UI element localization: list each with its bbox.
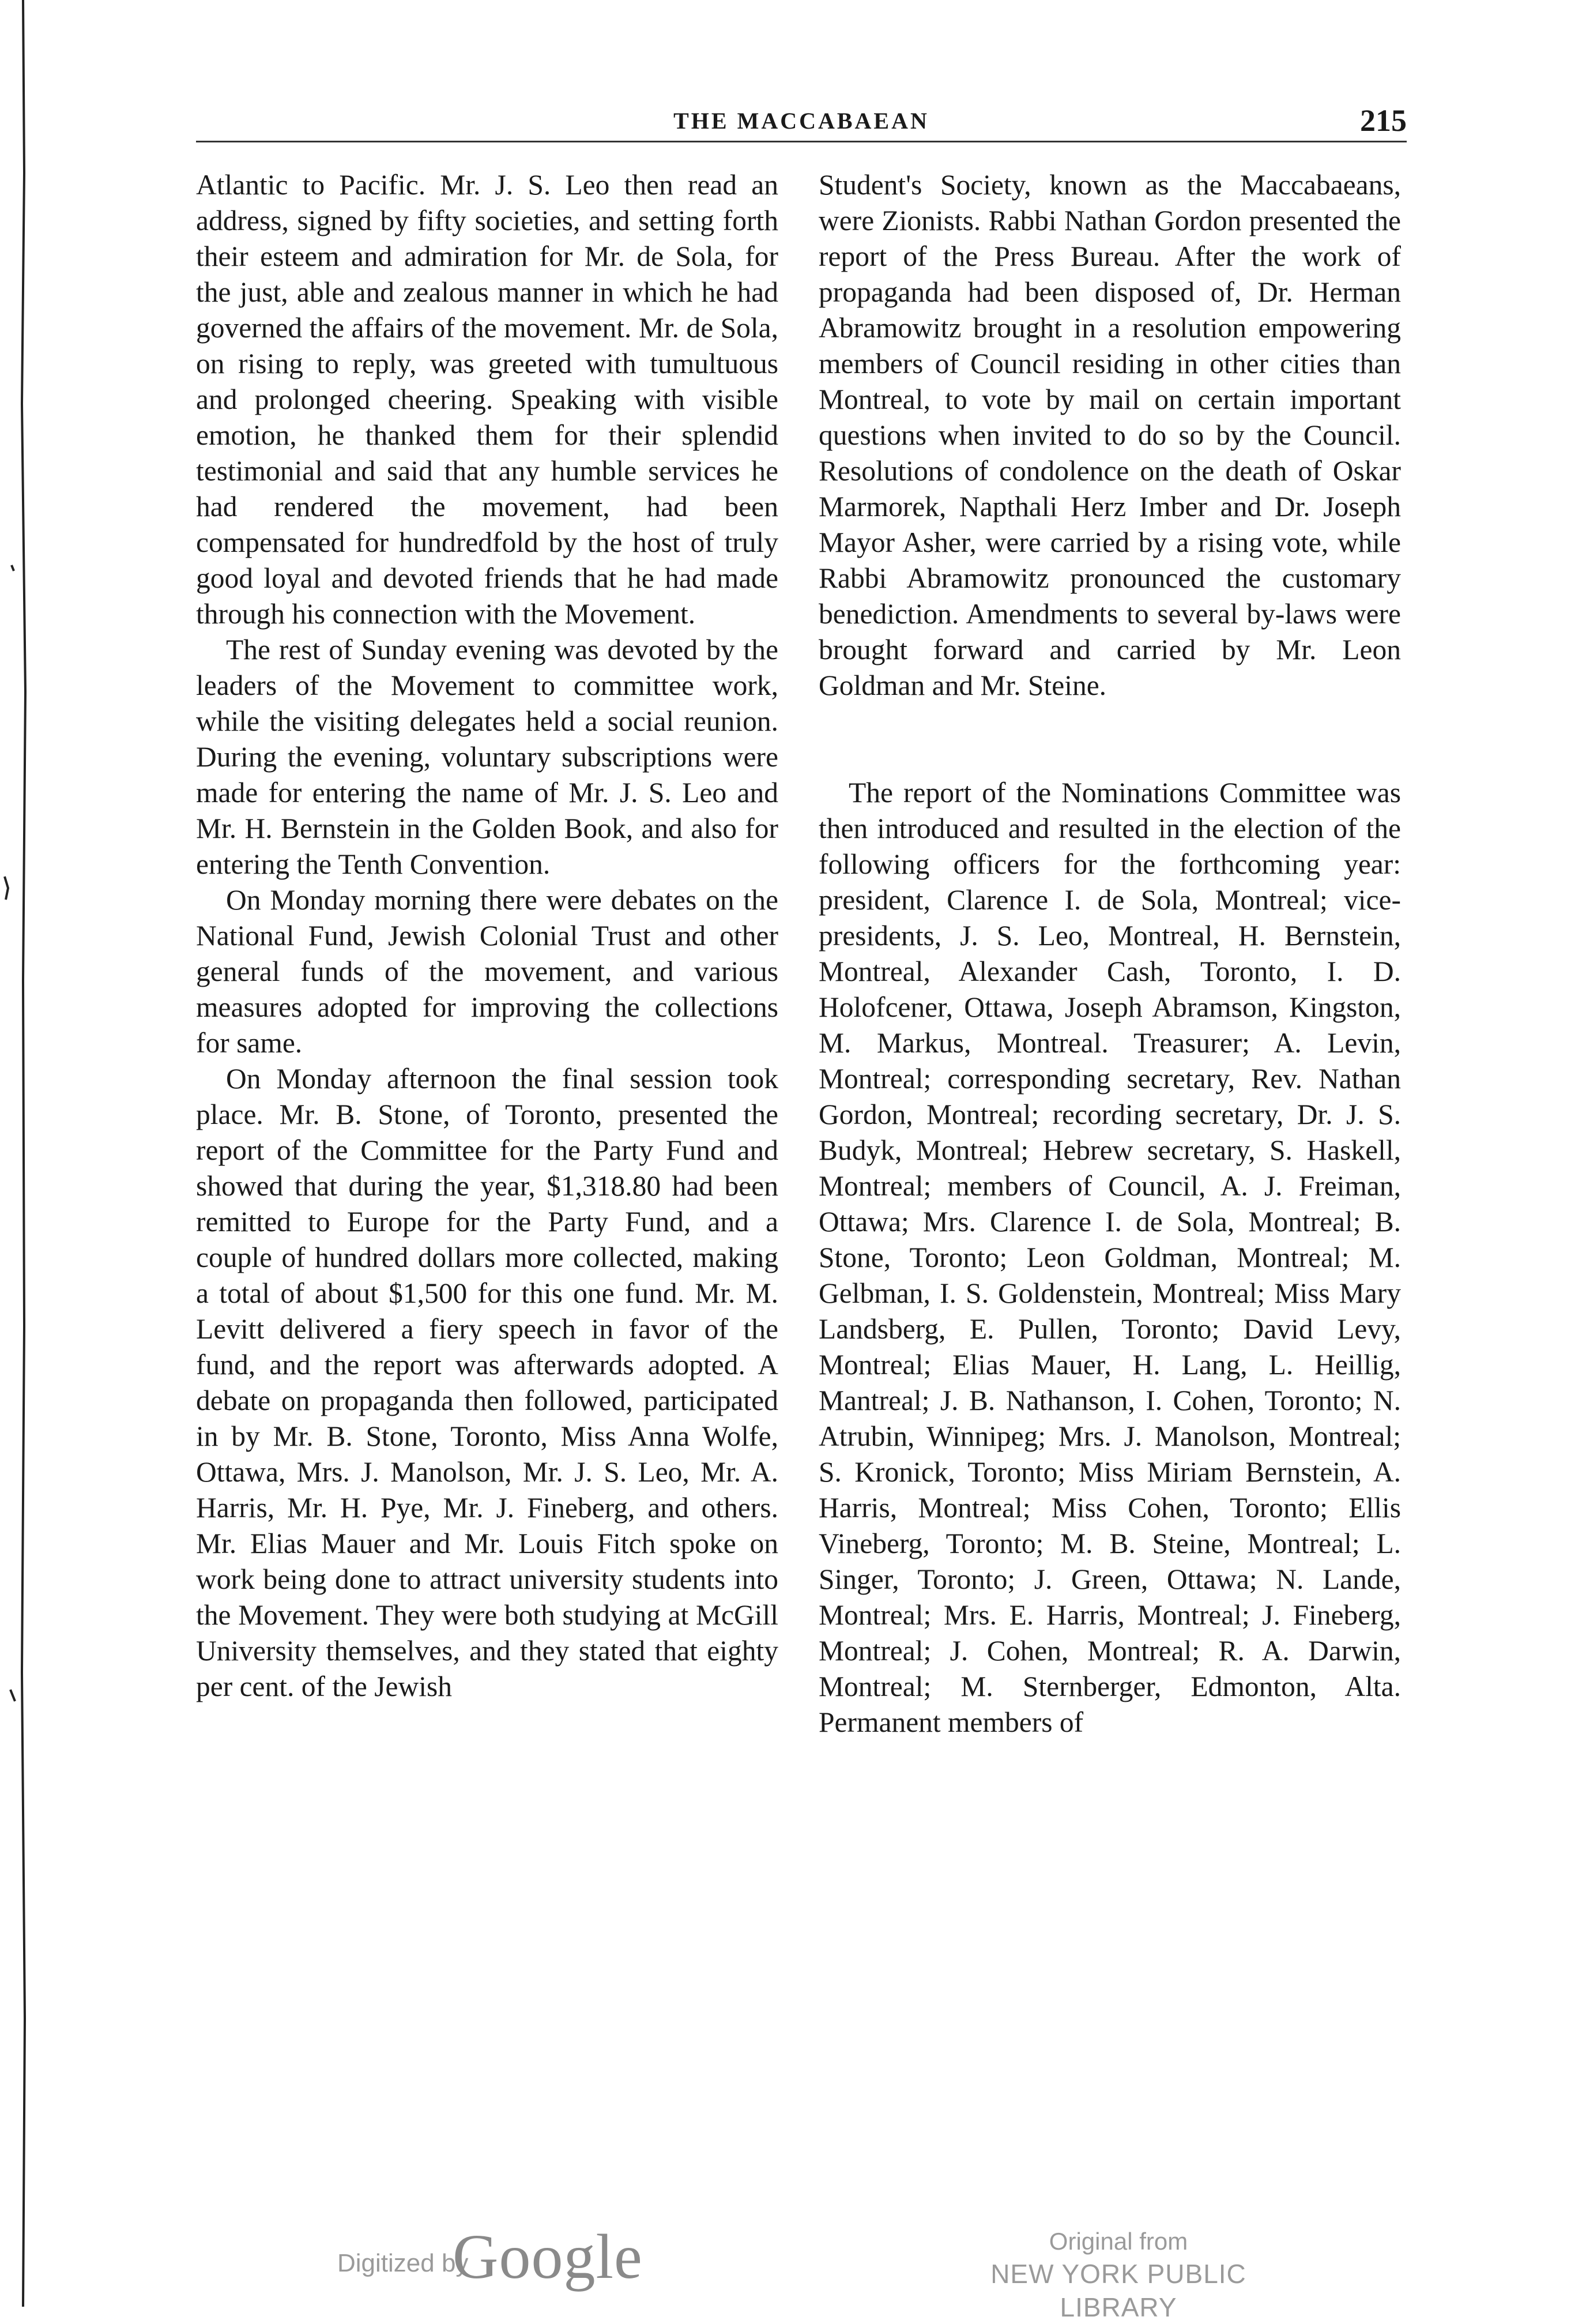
right-column xyxy=(819,167,1401,1740)
library-name: NEW YORK PUBLIC LIBRARY xyxy=(990,2259,1246,2322)
paragraph: The rest of Sunday evening was devoted by the leaders of the Movement to committee work, while the visiting delegates held a social reunion. During the evening, voluntary subscriptions were made for entering the name of Mr. J. S. Leo and Mr. H. Bernstein in the Golden Book, and also for entering the Tenth Convention. xyxy=(196,634,778,880)
left-column xyxy=(196,167,778,1705)
running-title: THE MACCABAEAN xyxy=(673,108,929,134)
digitized-by-watermark xyxy=(337,2220,741,2292)
page-number: 215 xyxy=(1360,103,1407,138)
header-rule xyxy=(196,141,1407,142)
paragraph: Atlantic to Pacific. Mr. J. S. Leo then read an address, signed by fifty societies, and setting forth their esteem and admiration for Mr. de Sola, for the just, able and zealous manner in which he had governed the affairs of the movement. Mr. de Sola, on rising to reply, was greeted with tumultuous and prolonged cheering. Speaking with visible emotion, he thanked them for their splendid testimonial and said that any humble services he had rendered the movement, had been compensated for hundredfold by the host of truly good loyal and devoted friends that he had made through his connection with the Movement. xyxy=(196,169,778,630)
original-from-label: Original from xyxy=(1049,2228,1188,2255)
google-logo: Google xyxy=(453,2221,643,2292)
paragraph: On Monday morning there were debates on the National Fund, Jewish Colonial Trust and other general funds of the movement, and various measures adopted for improving the collections for same. xyxy=(196,884,778,1059)
paragraph: The report of the Nominations Committee was then introduced and resulted in the election of the following officers for the forthcoming year: president, Clarence I. de Sola, Montreal; vice-presidents, J. S. Leo, Montreal, H. Bernstein, Montreal, Alexander Cash, Toronto, I. D. Holofcener, Ottawa, Joseph Abramson, Kingston, M. Markus, Montreal. Treasurer; A. Levin, Montreal; corresponding secretary, Rev. Nathan Gordon, Montreal; recording secretary, Dr. J. S. Budyk, Montreal; Hebrew secretary, S. Haskell, Montreal; members of Council, A. J. Freiman, Ottawa; Mrs. Clarence I. de Sola, Montreal; B. Stone, Toronto; Leon Goldman, Montreal; M. Gelbman, I. S. Goldenstein, Montreal; Miss Mary Landsberg, E. Pullen, Toronto; David Levy, Montreal; Elias Mauer, H. Lang, L. Heillig, Mantreal; J. B. Nathanson, I. Cohen, Toronto; N. Atrubin, Winnipeg; Mrs. J. Manolson, Montreal; S. Kronick, Toronto; Miss Miriam Bernstein, A. Harris, Montreal; Miss Cohen, Toronto; Ellis Vineberg, Toronto; M. B. Steine, Montreal; L. Singer, Toronto; J. Green, Ottawa; N. Lande, Montreal; Mrs. E. Harris, Montreal; J. Fineberg, Montreal; J. Cohen, Montreal; R. A. Darwin, Montreal; M. Sternberger, Edmonton, Alta. Permanent members of xyxy=(819,777,1401,1738)
library-watermark xyxy=(928,2226,1309,2324)
paragraph: Student's Society, known as the Maccabaeans, were Zionists. Rabbi Nathan Gordon presented the report of the Press Bureau. After the work of propaganda had been disposed of, Dr. Herman Abramowitz brought in a resolution empowering members of Council residing in other cities than Montreal, to vote by mail on certain important questions when invited to do so by the Council. Resolutions of condolence on the death of Oskar Marmorek, Napthali Herz Imber and Dr. Joseph Mayor Asher, were carried by a rising vote, while Rabbi Abramowitz pronounced the customary benediction. Amendments to several by-laws were brought forward and carried by Mr. Leon Goldman and Mr. Steine. xyxy=(819,169,1401,701)
page-header xyxy=(196,103,1407,143)
paragraph: On Monday afternoon the final session took place. Mr. B. Stone, of Toronto, presented the report of the Committee for the Party Fund and showed that during the year, $1,318.80 had been remitted to Europe for the Party Fund, and a couple of hundred dollars more collected, making a total of about $1,500 for this one fund. Mr. M. Levitt delivered a fiery speech in favor of the fund, and the report was afterwards adopted. A debate on propaganda then followed, participated in by Mr. B. Stone, Toronto, Miss Anna Wolfe, Ottawa, Mrs. J. Manolson, Mr. J. S. Leo, Mr. A. Harris, Mr. H. Pye, Mr. J. Fineberg, and others. Mr. Elias Mauer and Mr. Louis Fitch spoke on work being done to attract university students into the Movement. They were both studying at McGill University themselves, and they stated that eighty per cent. of the Jewish xyxy=(196,1063,778,1702)
digitized-by-label: Digitized by xyxy=(337,2249,469,2277)
scan-binding-edge xyxy=(0,0,35,2307)
